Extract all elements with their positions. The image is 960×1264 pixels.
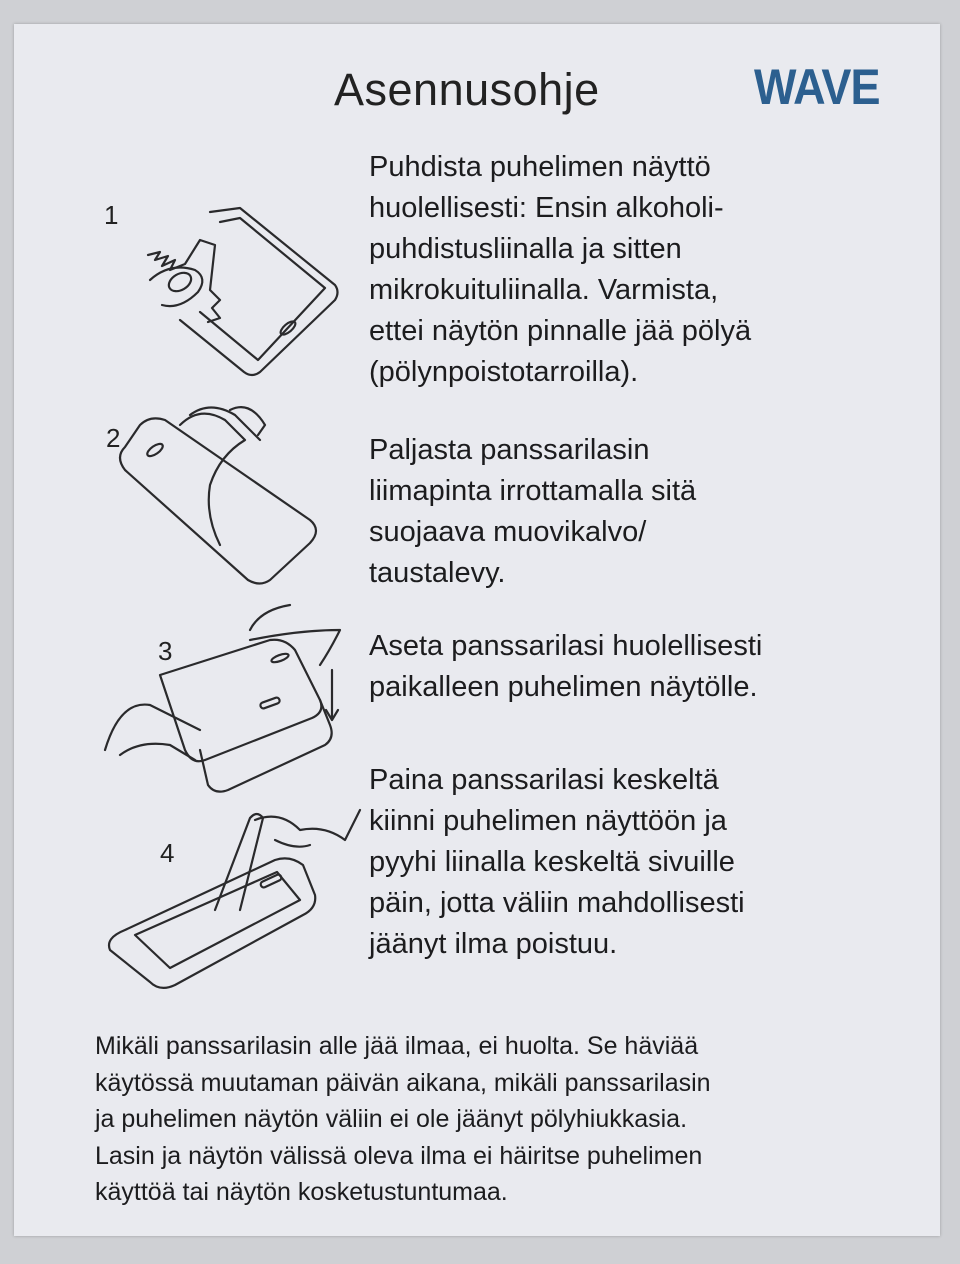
step-number-2: 2 <box>106 423 121 453</box>
step-2-text <box>369 430 696 594</box>
pressing-glass-illustration <box>105 800 365 995</box>
step-line: Puhdista puhelimen näyttö <box>369 151 711 183</box>
step-line: jäänyt ilma poistuu. <box>369 928 618 960</box>
step-line: taustalevy. <box>369 557 506 589</box>
placing-glass-illustration <box>100 600 350 800</box>
step-line: suojaava muovikalvo/ <box>369 516 647 548</box>
step-number-4: 4 <box>160 838 175 868</box>
step-line: (pölynpoistotarroilla). <box>369 356 639 388</box>
step-3-text <box>369 626 762 708</box>
step-number-1: 1 <box>104 200 119 230</box>
step-number-3: 3 <box>158 636 173 666</box>
step-line: pyyhi liinalla keskeltä sivuille <box>369 846 735 878</box>
footer-line: Lasin ja näytön välissä oleva ilma ei häiritse puhelimen <box>95 1141 703 1170</box>
step-line: paikalleen puhelimen näytölle. <box>369 671 758 703</box>
step-line: mikrokuituliinalla. Varmista, <box>369 274 719 306</box>
step-line: Aseta panssarilasi huolellisesti <box>369 630 763 662</box>
page-title: Asennusohje <box>334 64 600 115</box>
step-line: huolellisesti: Ensin alkoholi- <box>369 192 724 224</box>
footer-note <box>95 1028 711 1211</box>
footer-line: käyttöä tai näytön kosketustuntumaa. <box>95 1178 508 1206</box>
step-4-text <box>369 760 745 965</box>
footer-line: Mikäli panssarilasin alle jää ilmaa, ei huolta. Se häviää <box>95 1032 699 1060</box>
step-line: liimapinta irrottamalla sitä <box>369 475 697 507</box>
step-line: päin, jotta väliin mahdollisesti <box>369 887 745 919</box>
cleaning-phone-illustration <box>140 200 350 385</box>
brand-logo: WAVE <box>754 59 880 115</box>
footer-line: käytössä muutaman päivän aikana, mikäli panssarilasin <box>95 1068 711 1097</box>
step-line: ettei näytön pinnalle jää pölyä <box>369 315 752 347</box>
footer-line: ja puhelimen näytön väliin ei ole jäänyt pölyhiukkasia. <box>95 1105 688 1133</box>
step-1-text <box>369 147 751 393</box>
peeling-film-illustration <box>110 395 330 595</box>
step-line: Paina panssarilasi keskeltä <box>369 764 719 796</box>
step-line: puhdistusliinalla ja sitten <box>369 233 682 265</box>
step-line: kiinni puhelimen näyttöön ja <box>369 805 727 837</box>
step-line: Paljasta panssarilasin <box>369 434 650 466</box>
